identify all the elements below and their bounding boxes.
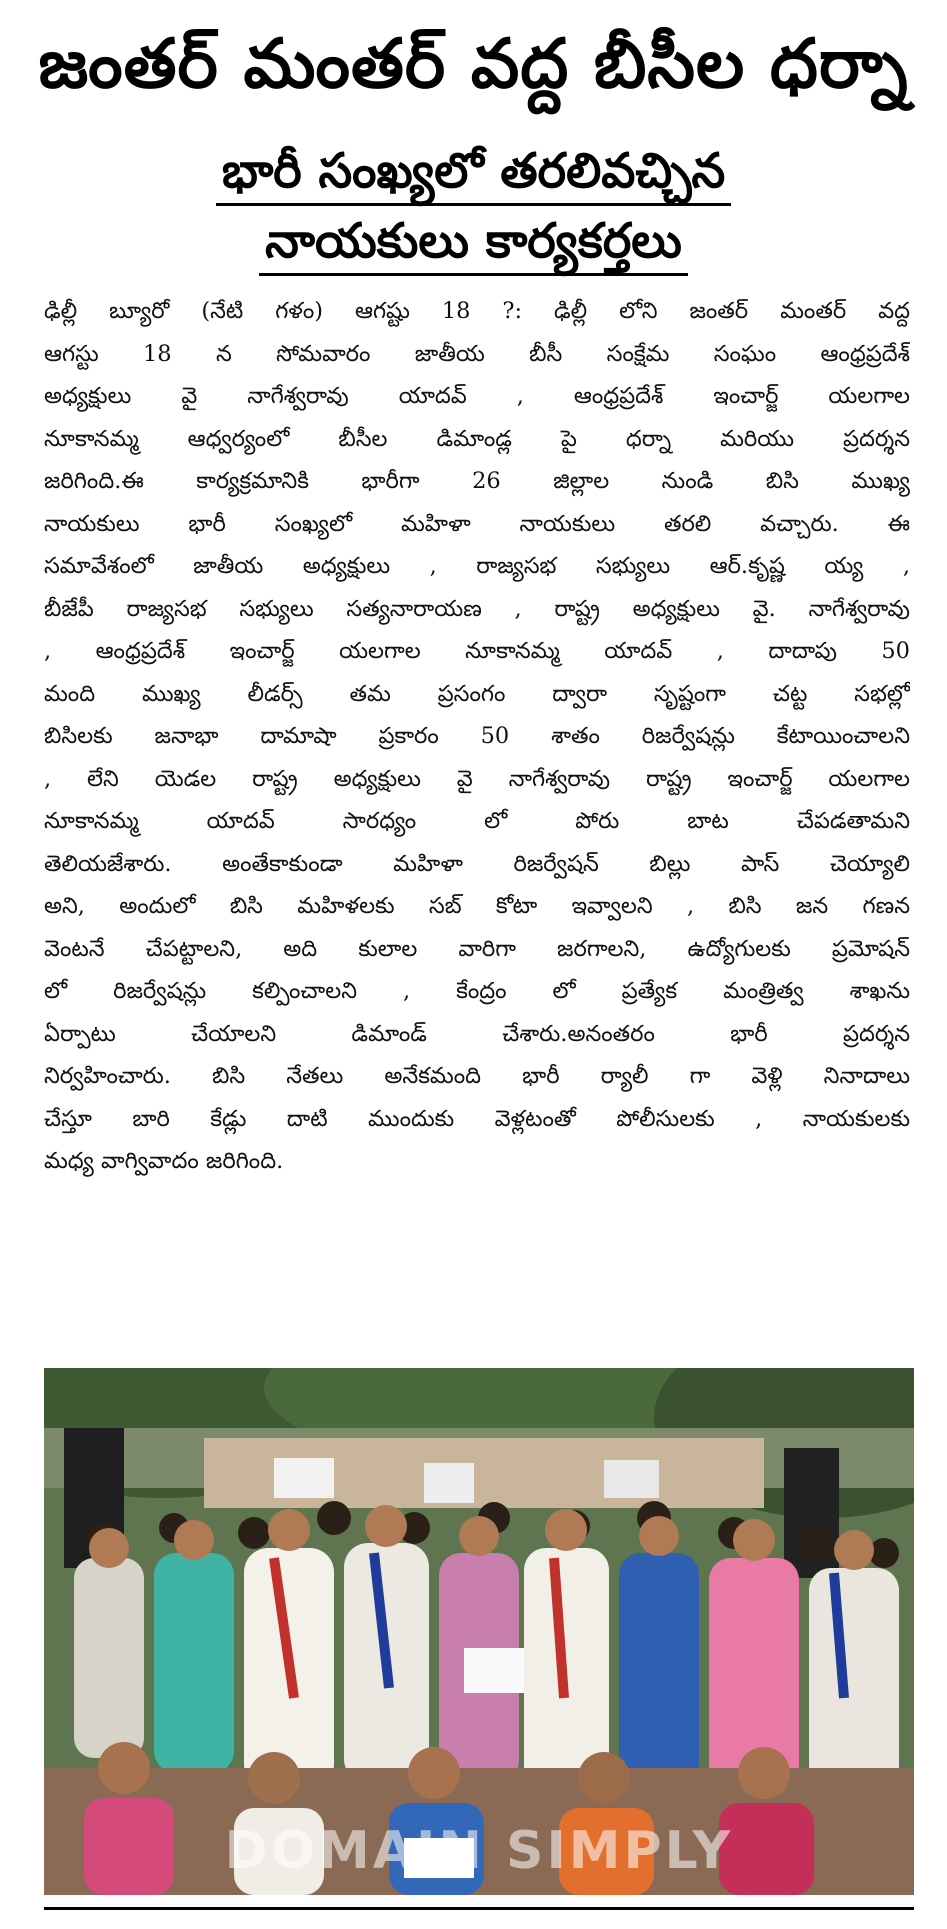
subheadline-text-1: భారీ సంఖ్యలో తరలివచ్చిన bbox=[216, 143, 731, 206]
subheadline-text-2: నాయకులు కార్యకర్తలు bbox=[259, 213, 688, 276]
article-line: బీజేపీ రాజ్యసభ సభ్యులు సత్యనారాయణ , రాష్ట్ర అధ్యక్షులు వై. నాగేశ్వరావు bbox=[44, 595, 910, 622]
article-line: , ఆంధ్రప్రదేశ్ ఇంచార్జ్ యలగాల నూకానమ్మ యాదవ్ , దాదాపు 50 bbox=[44, 638, 910, 664]
article-line: నిర్వహించారు. బిసి నేతలు అనేకమంది భారీ ర్యాలీ గా వెళ్లి నినాదాలు bbox=[44, 1063, 910, 1089]
article-line: అధ్యక్షులు వై నాగేశ్వరావు యాదవ్ , ఆంధ్రప్రదేశ్ ఇంచార్జ్ యలగాల bbox=[44, 383, 910, 409]
article-line: జరిగింది.ఈ కార్యక్రమానికి భారీగా 26 జిల్లాల నుండి బిసి ముఖ్య bbox=[44, 468, 910, 494]
article-line: మధ్య వాగ్వివాదం జరిగింది. bbox=[44, 1148, 284, 1174]
article-line: మంది ముఖ్య లీడర్స్ తమ ప్రసంగం ద్వారా సృష్టంగా చట్ట సభల్లో bbox=[44, 680, 910, 707]
article-line: ఢిల్లీ బ్యూరో (నేటి గళం) ఆగష్టు 18 ?: ఢిల్లీ లోని జంతర్ మంతర్ వద్ద bbox=[44, 298, 910, 324]
article-line: సమావేశంలో జాతీయ అధ్యక్షులు , రాజ్యసభ సభ్యులు ఆర్.కృష్ణ య్య , bbox=[44, 553, 910, 579]
bottom-rule bbox=[44, 1907, 914, 1910]
article-line: బిసిలకు జనాభా దామాషా ప్రకారం 50 శాతం రిజర్వేషన్లు కేటాయించాలని bbox=[44, 723, 910, 749]
photo-watermark: DOMAIN SIMPLY bbox=[224, 1821, 734, 1881]
article-line: ఏర్పాటు చేయాలని డిమాండ్ చేశారు.అనంతరం భారీ ప్రదర్శన bbox=[44, 1020, 910, 1047]
subheadline-line-2 bbox=[120, 215, 827, 268]
article-line: నాయకులు భారీ సంఖ్యలో మహిళా నాయకులు తరలి వచ్చారు. ఈ bbox=[44, 510, 910, 537]
article-body bbox=[44, 290, 910, 1183]
protest-photo-illustration bbox=[44, 1368, 914, 1895]
article-line: లో రిజర్వేషన్లు కల్పించాలని , కేంద్రం లో ప్రత్యేక మంత్రిత్వ శాఖను bbox=[44, 978, 910, 1004]
subheadline-line-1 bbox=[120, 145, 827, 198]
headline: జంతర్ మంతర్ వద్ద బీసీల ధర్నా bbox=[38, 25, 909, 104]
article-line: , లేని యెడల రాష్ట్ర అధ్యక్షులు వై నాగేశ్వరావు రాష్ట్ర ఇంచార్జ్ యలగాల bbox=[44, 765, 910, 792]
article-line: ఆగస్టు 18 న సోమవారం జాతీయ బీసీ సంక్షేమ సంఘం ఆంధ్రప్రదేశ్ bbox=[44, 340, 910, 367]
article-line: వెంటనే చేపట్టాలని, అది కులాల వారిగా జరగాలని, ఉద్యోగులకు ప్రమోషన్ bbox=[44, 935, 910, 962]
protest-photo bbox=[44, 1368, 914, 1895]
article-line: నూకానమ్మ యాదవ్ సారధ్యం లో పోరు బాట చేపడతామని bbox=[44, 808, 910, 834]
article-line: నూకానమ్మ ఆధ్వర్యంలో బీసీల డిమాండ్ల పై ధర్నా మరియు ప్రదర్శన bbox=[44, 425, 910, 452]
article-line: తెలియజేశారు. అంతేకాకుండా మహిళా రిజర్వేషన్ బిల్లు పాస్ చెయ్యాలి bbox=[44, 850, 910, 877]
article-line: చేస్తూ బారి కేడ్లు దాటి ముందుకు వెళ్లటంతో పోలీసులకు , నాయకులకు bbox=[44, 1105, 910, 1132]
article-line: అని, అందులో బిసి మహిళలకు సబ్ కోటా ఇవ్వాలని , బిసి జన గణన bbox=[44, 893, 910, 919]
